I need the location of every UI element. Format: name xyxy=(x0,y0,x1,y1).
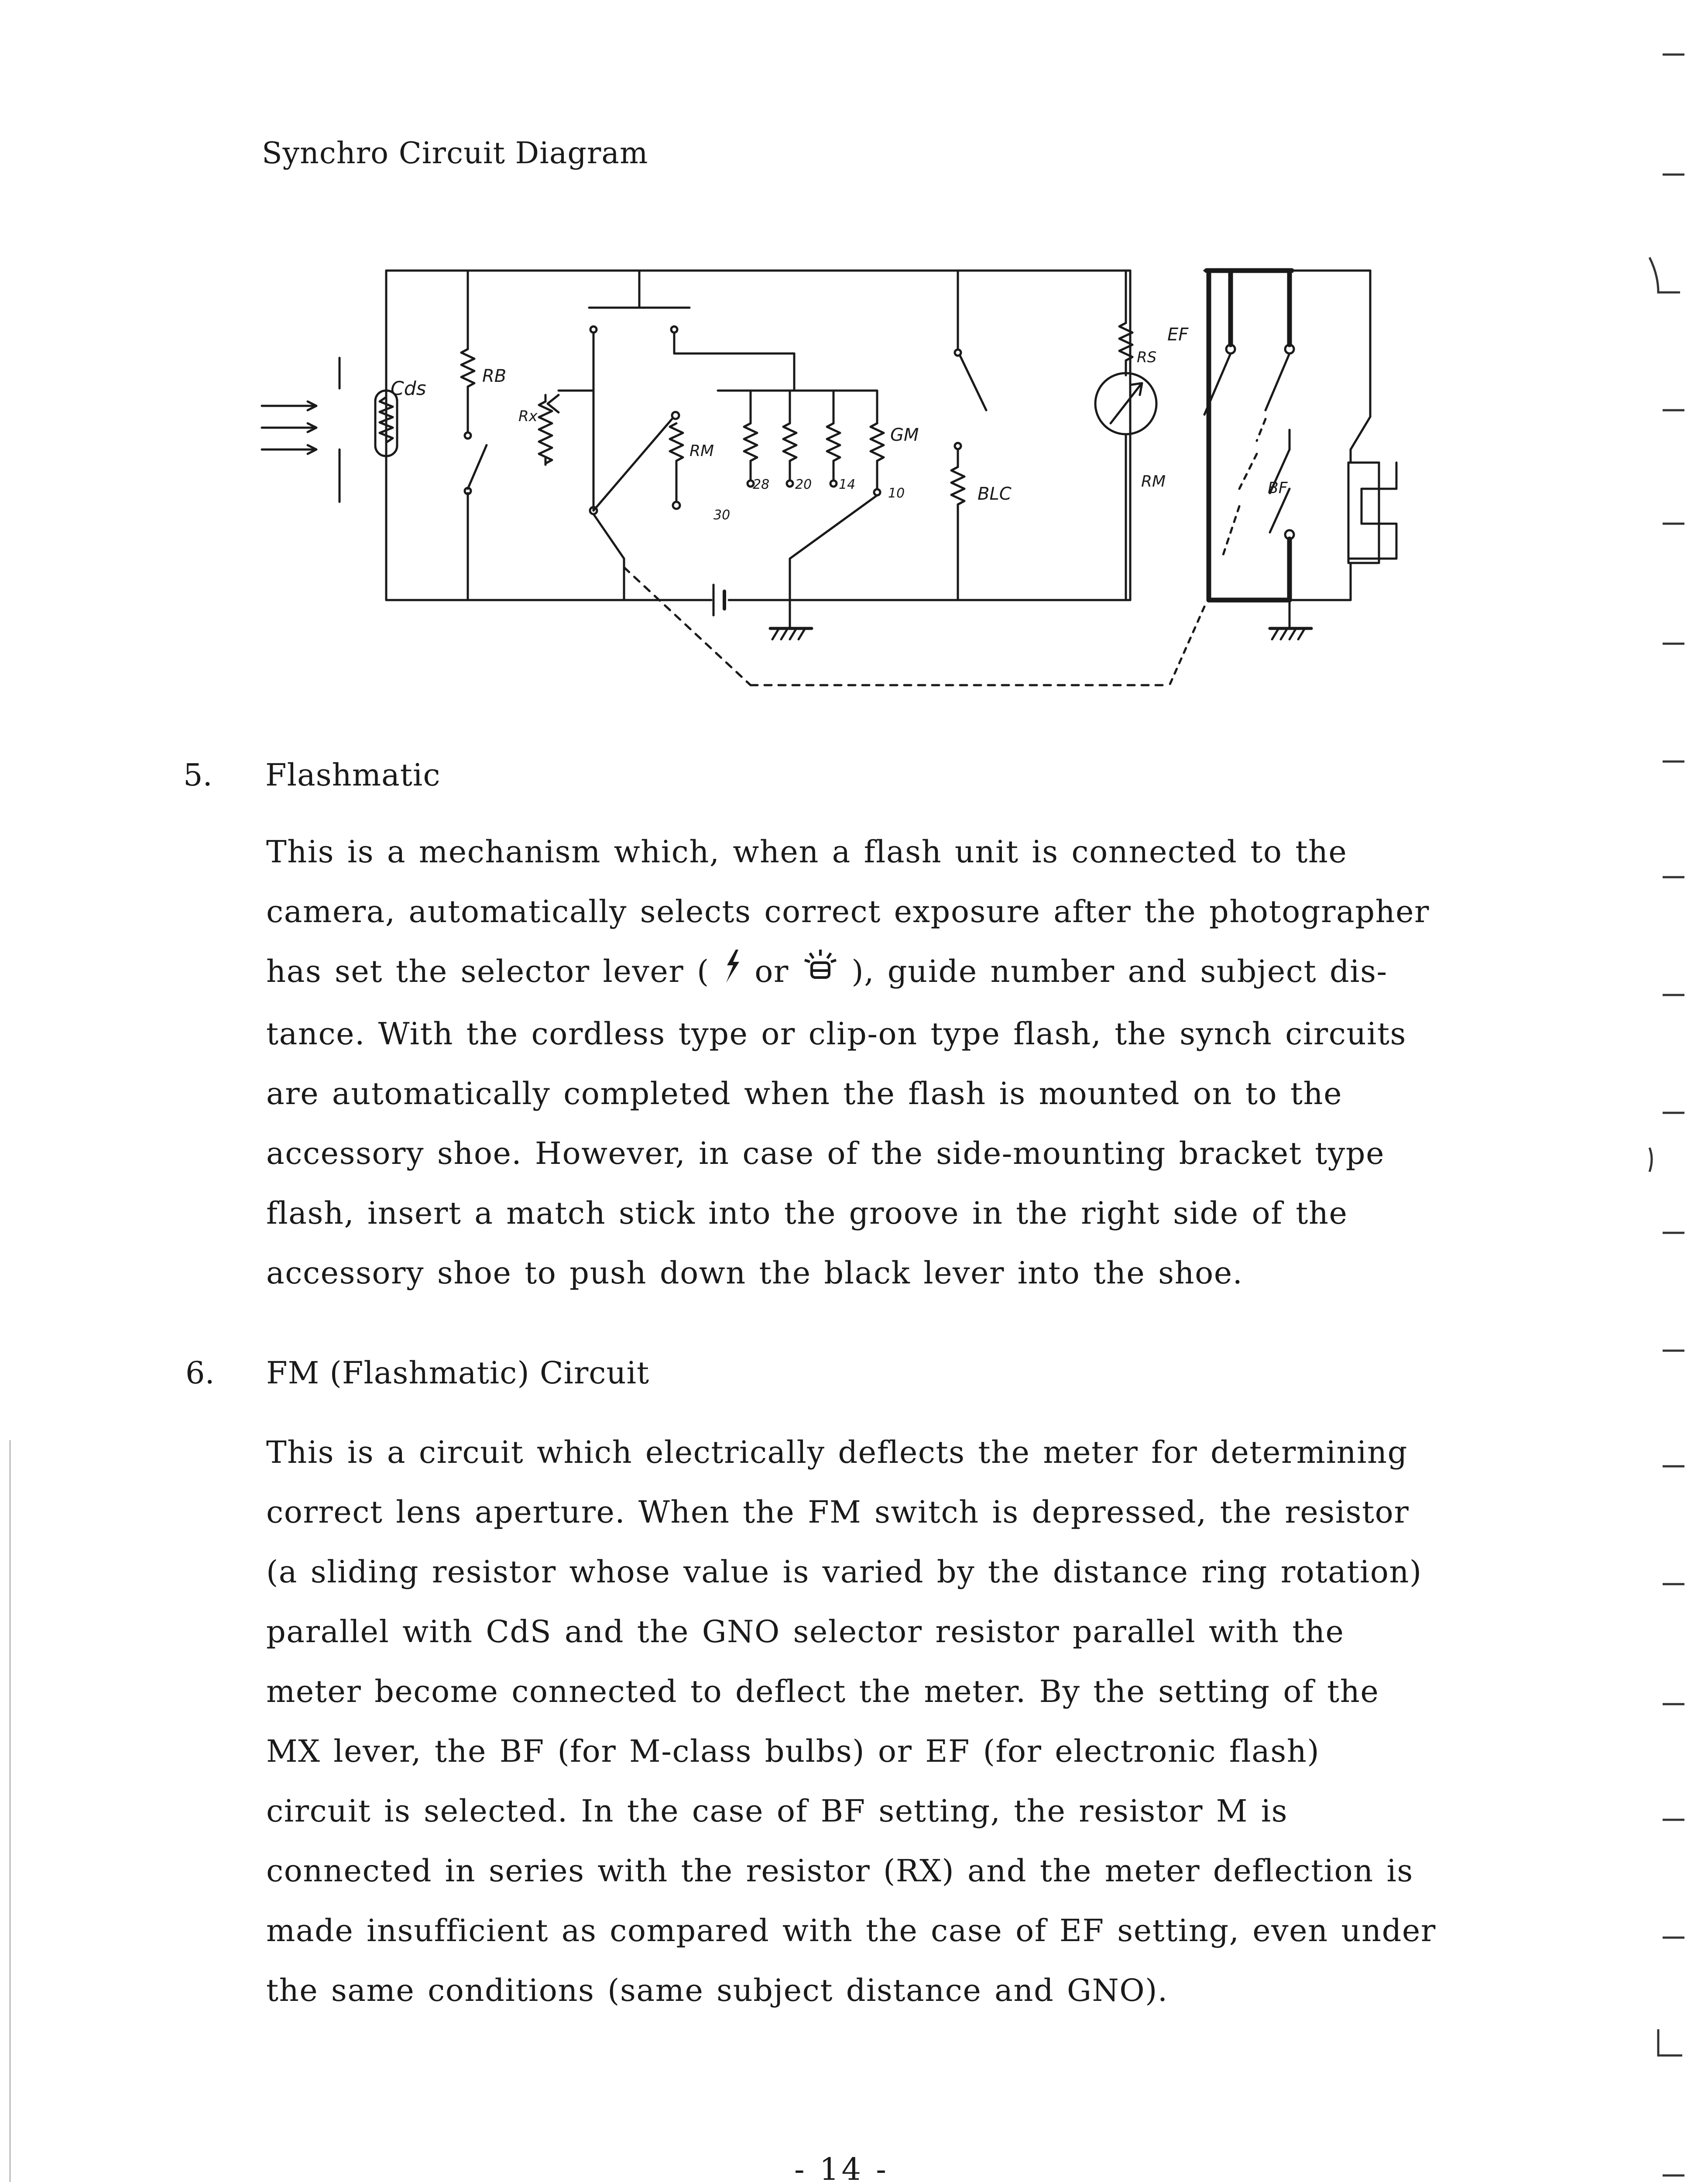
rx-resistor xyxy=(539,395,559,465)
text-line: accessory shoe to push down the black lever into the shoe. xyxy=(266,1255,1243,1291)
rm-sliding-resistor xyxy=(590,412,683,600)
text-line: the same conditions (same subject distance and GNO). xyxy=(266,1973,1168,2008)
page-number: - 14 - xyxy=(794,2151,889,2182)
label-r14: 14 xyxy=(839,477,856,492)
text-fragment: has set the selector lever ( xyxy=(266,954,723,989)
text-line: made insufficient as compared with the case of EF setting, even under xyxy=(266,1913,1436,1949)
gno-resistor-ladder xyxy=(718,391,884,628)
rb-branch xyxy=(461,271,487,600)
light-arrows xyxy=(262,358,340,502)
section-5-title: Flashmatic xyxy=(265,757,441,793)
label-rs: RS xyxy=(1137,349,1157,366)
section-6-body xyxy=(266,1423,1532,2021)
blc-branch xyxy=(951,271,986,600)
flash-bulb-icon xyxy=(802,944,839,1004)
text-fragment: ), guide number and subject dis- xyxy=(838,954,1388,989)
circuit-frame xyxy=(386,271,1130,600)
text-line: This is a circuit which electrically deflects the meter for determining xyxy=(266,1434,1408,1470)
text-line: (a sliding resistor whose value is varied by the distance ring rotation) xyxy=(266,1554,1422,1590)
section-6-number: 6. xyxy=(185,1355,215,1391)
label-r28: 28 xyxy=(753,477,770,492)
label-gm: GM xyxy=(890,425,919,445)
section-6-title: FM (Flashmatic) Circuit xyxy=(266,1355,650,1391)
label-bf: BF xyxy=(1268,479,1288,497)
text-line: parallel with CdS and the GNO selector resistor parallel with the xyxy=(266,1614,1344,1650)
label-rb: RB xyxy=(482,366,507,386)
meter-branch xyxy=(1095,271,1156,600)
text-line: connected in series with the resistor (RX) and the meter deflection is xyxy=(266,1853,1413,1889)
margin-marks xyxy=(1645,0,1689,2182)
synchro-circuit-diagram xyxy=(244,244,1449,716)
text-line: meter become connected to deflect the meter. By the setting of the xyxy=(266,1674,1379,1709)
page-title: Synchro Circuit Diagram xyxy=(262,136,648,171)
label-blc: BLC xyxy=(977,484,1012,504)
mechanical-linkage xyxy=(624,567,1170,685)
text-line: flash, insert a match stick into the groove in the right side of the xyxy=(266,1195,1348,1231)
label-r20: 20 xyxy=(795,477,812,492)
text-line: correct lens aperture. When the FM switch is depressed, the resistor xyxy=(266,1494,1410,1530)
text-line: tance. With the cordless type or clip-on type flash, the synch circuits xyxy=(266,1016,1406,1052)
text-line: camera, automatically selects correct exposure after the photographer xyxy=(266,894,1430,930)
label-r10: 10 xyxy=(888,486,905,501)
text-line: circuit is selected. In the case of BF setting, the resistor M is xyxy=(266,1793,1288,1829)
section-5-body xyxy=(266,822,1532,1303)
label-rx: Rx xyxy=(518,408,538,425)
flash-bolt-icon xyxy=(723,944,742,1004)
label-rm-meter: RM xyxy=(1141,473,1166,491)
mx-selector-block xyxy=(1170,271,1370,685)
text-line xyxy=(266,942,1532,1004)
flash-contact xyxy=(1348,463,1396,563)
ground-symbol-right xyxy=(1270,628,1311,639)
section-5-number: 5. xyxy=(183,757,213,793)
battery xyxy=(713,585,724,615)
ground-symbol-left xyxy=(770,628,812,639)
label-r30: 30 xyxy=(713,508,731,523)
text-line: MX lever, the BF (for M-class bulbs) or EF (for electronic flash) xyxy=(266,1733,1320,1769)
label-cds: Cds xyxy=(391,377,426,400)
text-line: accessory shoe. However, in case of the side-mounting bracket type xyxy=(266,1135,1385,1171)
label-ef: EF xyxy=(1167,325,1189,345)
text-line: This is a mechanism which, when a flash unit is connected to the xyxy=(266,834,1348,870)
label-rm-left: RM xyxy=(689,442,714,460)
text-line: are automatically completed when the flash is mounted on to the xyxy=(266,1075,1343,1112)
text-fragment: or xyxy=(741,954,802,989)
